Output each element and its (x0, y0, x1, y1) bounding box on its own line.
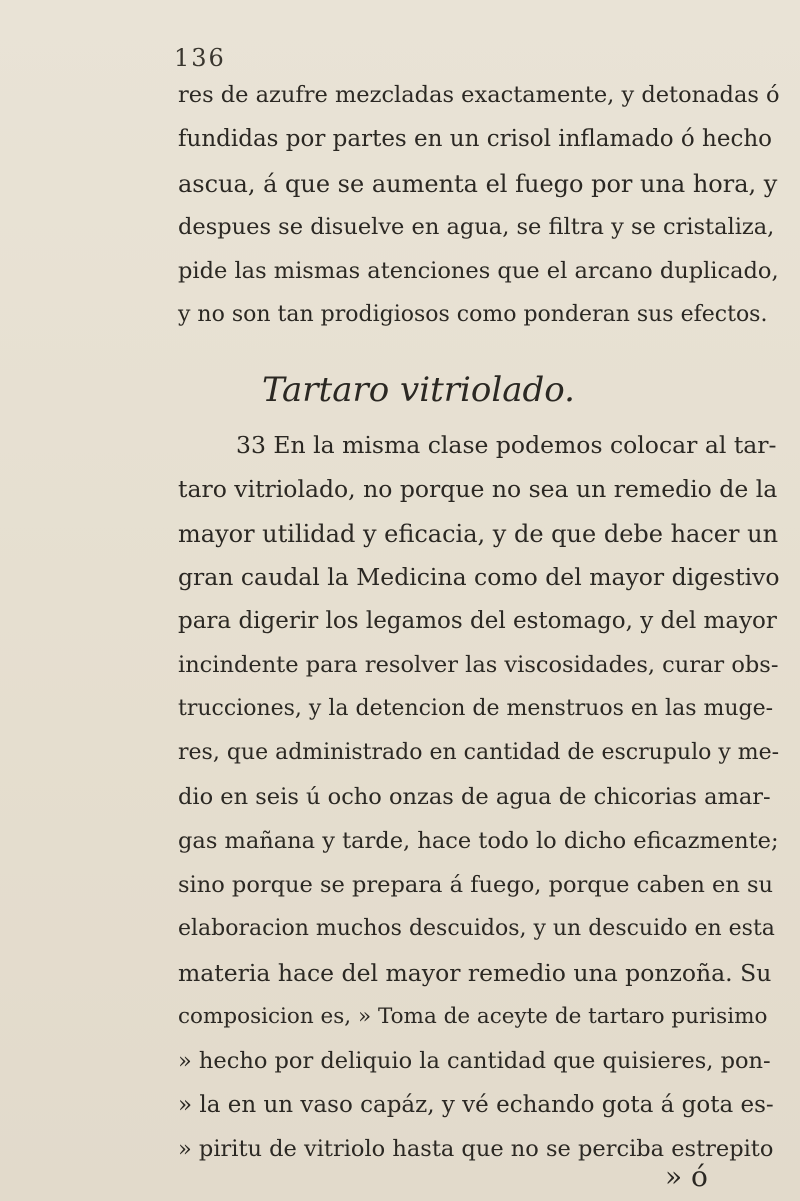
text-line: y no son tan prodigiosos como ponderan sus efectos. (178, 302, 768, 327)
text-line: 33 En la misma clase podemos colocar al tar- (236, 431, 777, 459)
text-line: gran caudal la Medicina como del mayor digestivo (178, 563, 780, 591)
page-number: 136 (174, 44, 226, 72)
text-line: » piritu de vitriolo hasta que no se perciba estrepito (178, 1136, 774, 1162)
text-line: trucciones, y la detencion de menstruos en las muge- (178, 696, 774, 721)
text-line: res de azufre mezcladas exactamente, y detonadas ó (178, 82, 780, 108)
text-line: para digerir los legamos del estomago, y del mayor (178, 608, 777, 634)
text-line: elaboracion muchos descuidos, y un descuido en esta (178, 916, 775, 941)
text-line: composicion es, » Toma de aceyte de tartaro purisimo (178, 1004, 768, 1029)
text-line: ascua, á que se aumenta el fuego por una hora, y (178, 170, 778, 198)
text-line: res, que administrado en cantidad de escrupulo y me- (178, 740, 780, 765)
text-line: taro vitriolado, no porque no sea un remedio de la (178, 475, 778, 503)
text-line: sino porque se prepara á fuego, porque caben en su (178, 872, 774, 898)
text-line: » hecho por deliquio la cantidad que quisieres, pon- (178, 1048, 771, 1074)
text-line: mayor utilidad y eficacia, y de que debe hacer un (178, 520, 779, 548)
text-line: materia hace del mayor remedio una ponzoña. Su (178, 959, 772, 987)
text-line: incindente para resolver las viscosidades, curar obs- (178, 652, 779, 678)
text-line: dio en seis ú ocho onzas de agua de chicorias amar- (178, 784, 771, 810)
text-line: despues se disuelve en agua, se filtra y se cristaliza, (178, 214, 775, 240)
text-line: fundidas por partes en un crisol inflamado ó hecho (178, 126, 773, 152)
text-line: » la en un vaso capáz, y vé echando gota á gota es- (178, 1092, 774, 1118)
section-heading: Tartaro vitriolado. (262, 370, 575, 410)
text-line: gas mañana y tarde, hace todo lo dicho eficazmente; (178, 828, 779, 854)
catchword: » ó (665, 1160, 708, 1193)
text-line: pide las mismas atenciones que el arcano duplicado, (178, 258, 779, 284)
